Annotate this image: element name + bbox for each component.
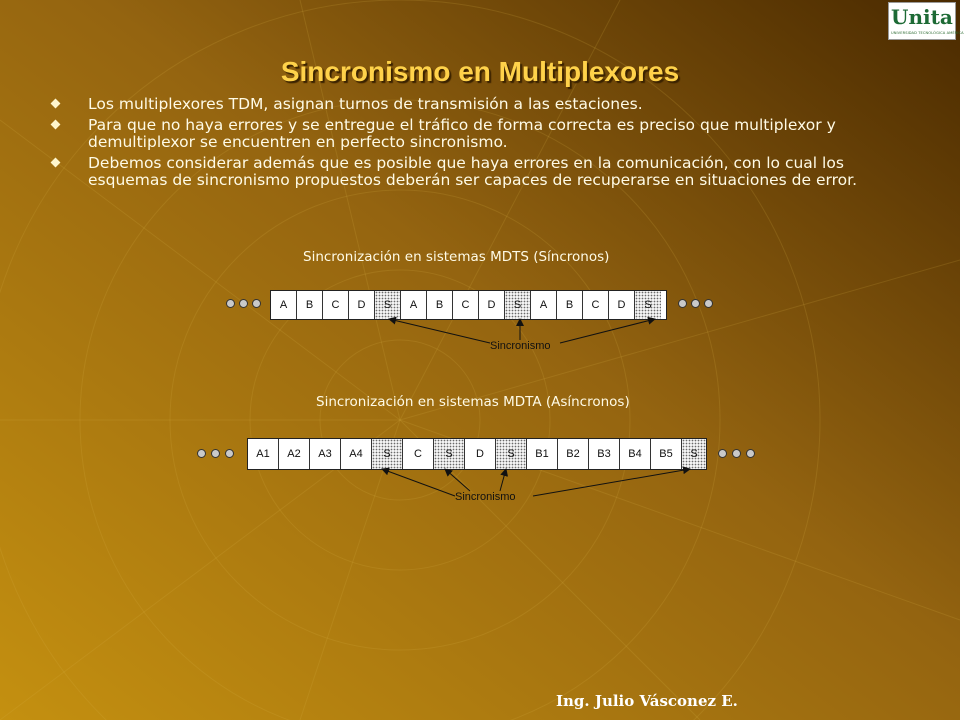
mdts-frame-sequence <box>270 290 667 320</box>
time-slot: C <box>323 291 349 319</box>
time-slot: A2 <box>279 439 310 469</box>
time-slot: D <box>609 291 635 319</box>
ellipsis-dot <box>732 449 741 458</box>
sync-slot: S <box>496 439 527 469</box>
bullet-text: Debemos considerar además que es posible que haya errores en la comunicación, con lo cual los esquemas de sincronismo propuestos deberán ser capaces de recuperarse en situaciones de error. <box>88 154 858 189</box>
bullet-text: Para que no haya errores y se entregue el tráfico de forma correcta es preciso que multiplexor y demultiplexor se encuentren en perfecto sincronismo. <box>88 116 836 151</box>
ellipsis-dot <box>746 449 755 458</box>
time-slot: A <box>271 291 297 319</box>
ellipsis-dot <box>252 299 261 308</box>
sync-slot: S <box>434 439 465 469</box>
time-slot: D <box>465 439 496 469</box>
time-slot: B5 <box>651 439 682 469</box>
ellipsis-dot <box>704 299 713 308</box>
ellipsis-dot <box>678 299 687 308</box>
ellipsis-dot <box>226 299 235 308</box>
logo-name: Unita <box>891 5 953 29</box>
bullet-list <box>50 96 910 193</box>
sync-slot: S <box>635 291 661 319</box>
time-slot: D <box>349 291 375 319</box>
ellipsis-dot <box>211 449 220 458</box>
bullet-item <box>50 96 910 113</box>
ellipsis-dot <box>718 449 727 458</box>
sync-slot: S <box>375 291 401 319</box>
time-slot: C <box>403 439 434 469</box>
time-slot: B <box>297 291 323 319</box>
diamond-bullet-icon <box>51 120 61 130</box>
time-slot: A <box>531 291 557 319</box>
author-name: Ing. Julio Vásconez E. <box>556 692 738 710</box>
time-slot: D <box>479 291 505 319</box>
bullet-item <box>50 155 910 189</box>
time-slot: B <box>427 291 453 319</box>
time-slot: B3 <box>589 439 620 469</box>
university-logo <box>888 2 964 40</box>
time-slot: A3 <box>310 439 341 469</box>
sync-slot: S <box>505 291 531 319</box>
time-slot: B <box>557 291 583 319</box>
mdta-frame-sequence <box>247 438 707 470</box>
mdta-sync-label: Sincronismo <box>455 491 516 503</box>
mdts-caption: Sincronización en sistemas MDTS (Síncronos) <box>303 249 610 265</box>
mdta-caption: Sincronización en sistemas MDTA (Asíncronos) <box>316 394 630 410</box>
time-slot: C <box>583 291 609 319</box>
sync-slot: S <box>372 439 403 469</box>
sync-slot: S <box>682 439 706 469</box>
ellipsis-dot <box>691 299 700 308</box>
time-slot: A <box>401 291 427 319</box>
logo-subtitle: UNIVERSIDAD TECNOLÓGICA AMÉRICA <box>891 31 964 35</box>
bullet-text: Los multiplexores TDM, asignan turnos de transmisión a las estaciones. <box>88 95 643 113</box>
ellipsis-dot <box>225 449 234 458</box>
slide-title: Sincronismo en Multiplexores <box>280 56 680 87</box>
bullet-item <box>50 117 910 151</box>
time-slot: C <box>453 291 479 319</box>
diamond-bullet-icon <box>51 99 61 109</box>
time-slot: B1 <box>527 439 558 469</box>
time-slot: A1 <box>248 439 279 469</box>
diamond-bullet-icon <box>51 158 61 168</box>
time-slot: B4 <box>620 439 651 469</box>
ellipsis-dot <box>197 449 206 458</box>
time-slot: B2 <box>558 439 589 469</box>
mdts-sync-label: Sincronismo <box>490 340 551 352</box>
ellipsis-dot <box>239 299 248 308</box>
time-slot: A4 <box>341 439 372 469</box>
